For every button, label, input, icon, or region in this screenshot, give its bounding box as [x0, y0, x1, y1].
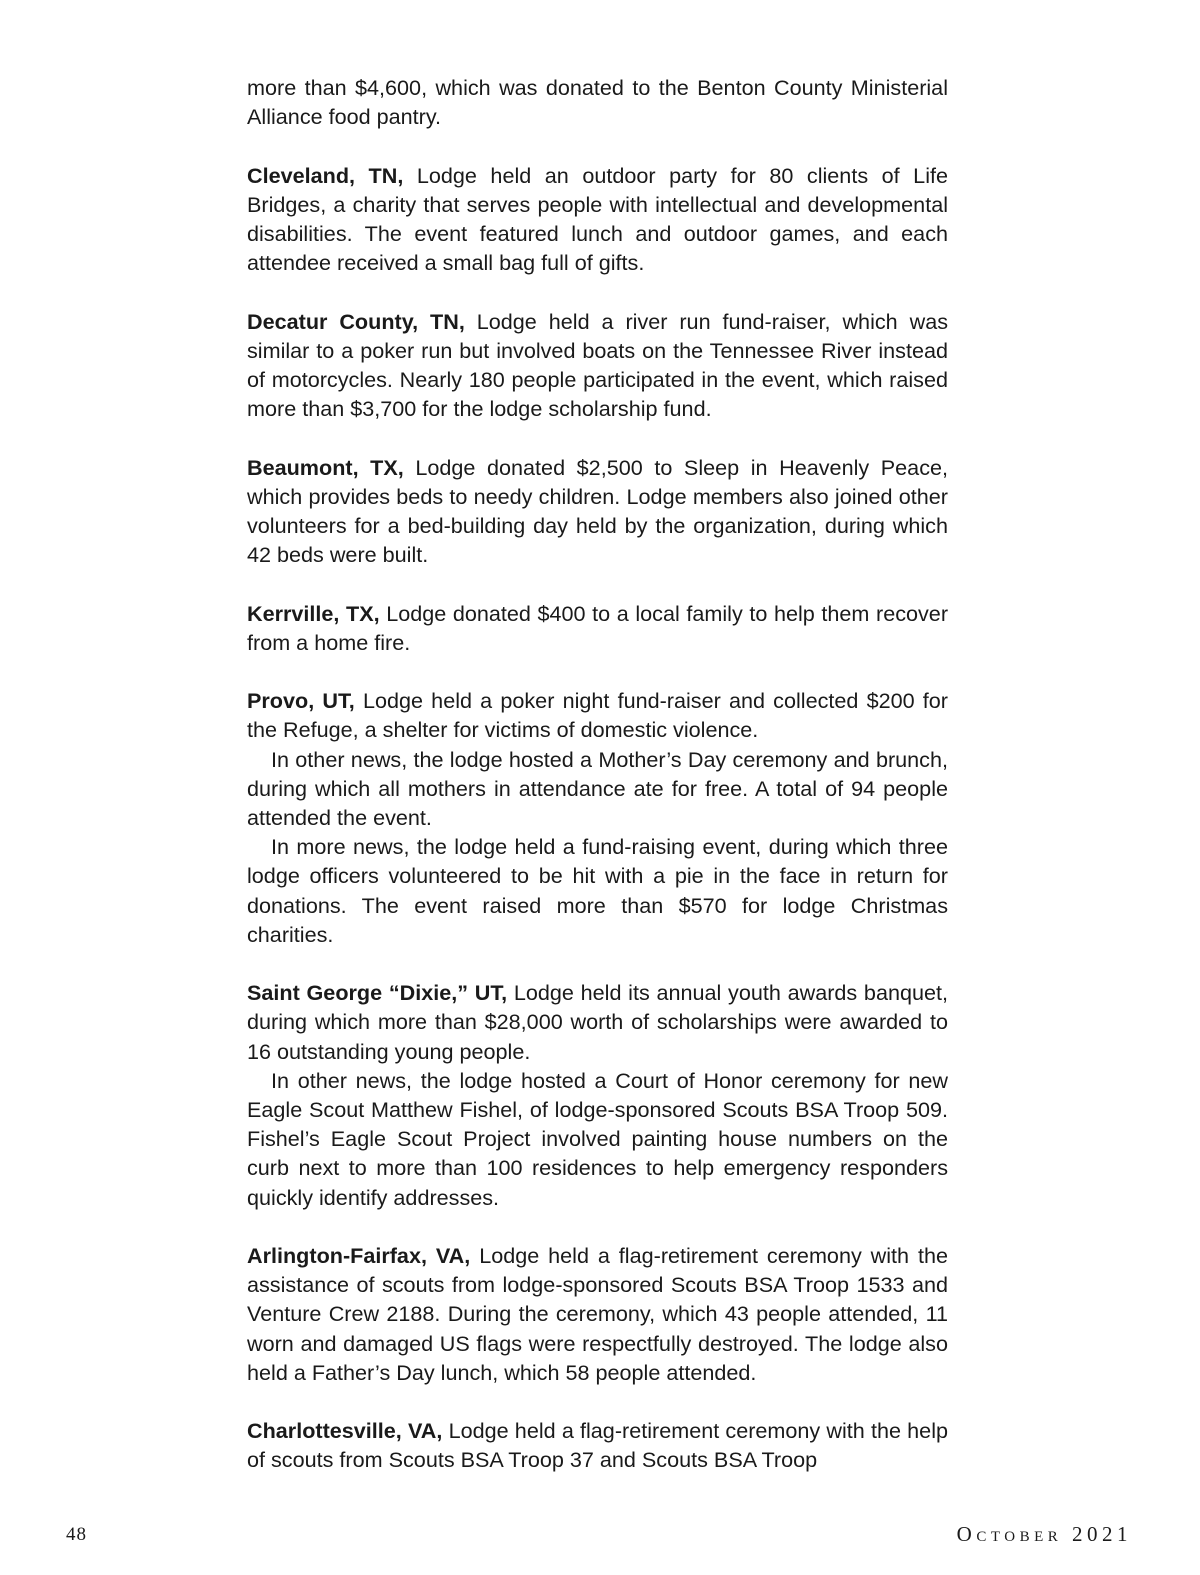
- entry-continued: [247, 73, 948, 131]
- entry-lodge-name: Arlington-Fairfax, VA,: [247, 1243, 471, 1269]
- entry-text: Lodge held a flag-retirement ceremony with the assistance of scouts from lodge-sponsored Scouts BSA Troop 1533 and Venture Crew 2188. During the ceremony, which 43 people attended, 11 worn and damaged US flags were respectfully destroyed. The lodge also held a Father’s Day lunch, which 58 people attended.: [247, 1243, 948, 1385]
- entry-arlington-fairfax-va: [247, 1241, 948, 1387]
- entry-text: Lodge held a poker night fund-raiser and collected $200 for the Refuge, a shelter for victims of domestic violence.: [247, 688, 948, 743]
- entry-saint-george-other-news: In other news, the lodge hosted a Court of Honor ceremony for new Eagle Scout Matthew Fishel, of lodge-sponsored Scouts BSA Troop 509. Fishel’s Eagle Scout Project involved painting house numbers on the curb next to more than 100 residences to help emergency responders quickly identify addresses.: [247, 1067, 948, 1210]
- entry-text: Lodge donated $400 to a local family to help them recover from a home fire.: [247, 600, 949, 655]
- entry-charlottesville-va: [247, 1416, 948, 1474]
- entry-lodge-name: Kerrville, TX,: [247, 600, 380, 626]
- article-column: [247, 73, 948, 1475]
- entry-text: Lodge held a flag-retirement ceremony with the help of scouts from Scouts BSA Troop 37 and Scouts BSA Troop: [247, 1418, 948, 1473]
- page-number: 48: [66, 1524, 87, 1545]
- entry-text: Lodge held an outdoor party for 80 clients of Life Bridges, a charity that serves people with intellectual and developmental disabilities. The event featured lunch and outdoor games, and each attendee received a small bag full of gifts.: [247, 162, 948, 276]
- entry-lodge-name: Decatur County, TN,: [247, 308, 465, 334]
- entry-provo-ut-more-news: In more news, the lodge held a fund-raising event, during which three lodge officers volunteered to be hit with a pie in the face in return for donations. The event raised more than $570 for lodge Christmas charities.: [247, 834, 948, 947]
- entry-lodge-name: Charlottesville, VA,: [247, 1418, 443, 1444]
- issue-date: October 2021: [956, 1522, 1132, 1546]
- entry-lodge-name: Saint George “Dixie,” UT,: [247, 980, 508, 1006]
- entry-text: Lodge held its annual youth awards banquet, during which more than $28,000 worth of scholarships were awarded to 16 outstanding young people.: [247, 980, 948, 1064]
- entry-text: Lodge donated $2,500 to Sleep in Heavenly Peace, which provides beds to needy children. Lodge members also joined other volunteers for a bed-building day held by the organization, during which 42 beds were built.: [247, 454, 948, 568]
- entry-lodge-name: Beaumont, TX,: [247, 454, 404, 480]
- entry-text: more than $4,600, which was donated to the Benton County Ministerial Alliance food pantry.: [247, 75, 948, 130]
- entry-provo-ut: [247, 686, 948, 744]
- entry-beaumont-tx: [247, 453, 948, 570]
- entry-decatur-county-tn: [247, 307, 948, 424]
- entry-saint-george-dixie-ut: [247, 978, 948, 1066]
- entry-lodge-name: Provo, UT,: [247, 688, 355, 714]
- entry-cleveland-tn: [247, 161, 948, 278]
- entry-text: Lodge held a river run fund-raiser, which was similar to a poker run but involved boats on the Tennessee River instead of motorcycles. Nearly 180 people participated in the event, which raised more than $3,700 for the lodge scholarship fund.: [247, 308, 949, 422]
- entry-lodge-name: Cleveland, TN,: [247, 162, 404, 188]
- entry-provo-ut-other-news: In other news, the lodge hosted a Mother’s Day ceremony and brunch, during which all mothers in attendance ate for free. A total of 94 people attended the event.: [247, 746, 948, 830]
- entry-kerrville-tx: [247, 599, 948, 657]
